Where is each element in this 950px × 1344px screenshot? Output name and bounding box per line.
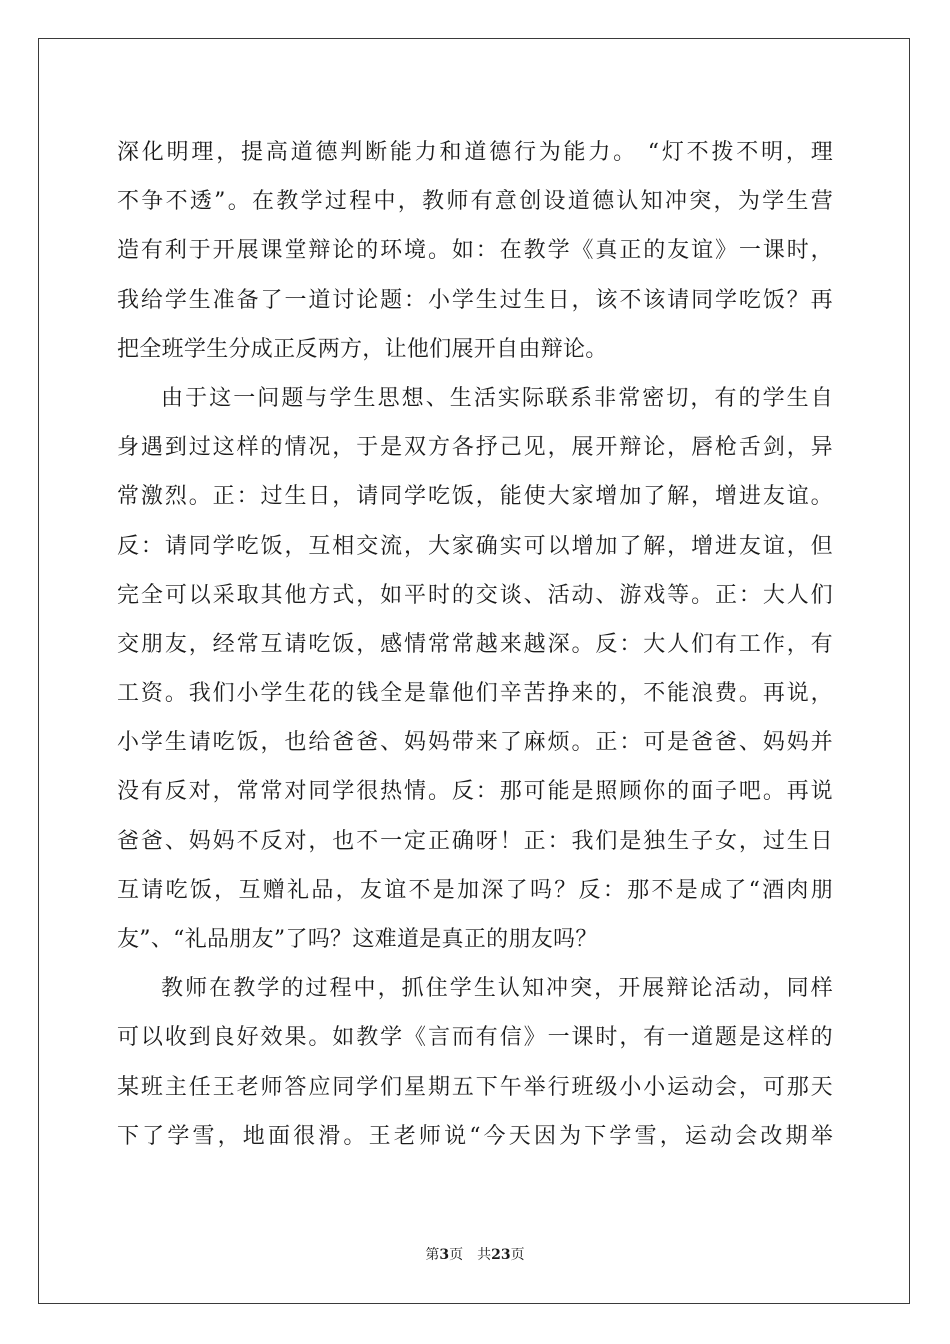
text-line: 互请吃饭，互赠礼品，友谊不是加深了吗？反：那不是成了“酒肉朋 [117,877,833,903]
footer-total-prefix: 共 [477,1247,492,1263]
text-line: 常激烈。正：过生日，请同学吃饭，能使大家增加了解，增进友谊。 [117,484,833,510]
text-line: 小学生请吃饭，也给爸爸、妈妈带来了麻烦。正：可是爸爸、妈妈并 [117,730,833,756]
footer-total-unit: 页 [510,1247,525,1263]
text-line: 没有反对，常常对同学很热情。反：那可能是照顾你的面子吧。再说 [117,779,833,805]
text-line: 反：请同学吃饭，互相交流，大家确实可以增加了解，增进友谊，但 [117,533,833,559]
text-line: 交朋友，经常互请吃饭，感情常常越来越深。反：大人们有工作，有 [117,631,833,657]
document-body [117,128,833,1161]
text-line: 不争不透”。在教学过程中，教师有意创设道德认知冲突，为学生营 [117,189,833,215]
paragraph [117,964,833,1161]
total-page-count: 23 [491,1247,511,1263]
text-line: 造有利于开展课堂辩论的环境。如：在教学《真正的友谊》一课时， [117,238,833,264]
text-line: 可以收到良好效果。如教学《言而有信》一课时，有一道题是这样的 [117,1025,833,1051]
text-line: 下了学雪，地面很滑。王老师说“今天因为下学雪，运动会改期举 [117,1123,833,1149]
text-line: 爸爸、妈妈不反对，也不一定正确呀！正：我们是独生子女，过生日 [117,828,833,854]
text-line: 教师在教学的过程中，抓住学生认知冲突，开展辩论活动，同样 [161,976,833,1002]
text-line: 工资。我们小学生花的钱全是靠他们辛苦挣来的，不能浪费。再说， [117,681,833,707]
text-line: 友”、“礼品朋友”了吗？这难道是真正的朋友吗？ [117,927,598,952]
text-line: 我给学生准备了一道讨论题：小学生过生日，该不该请同学吃饭？再 [117,287,833,313]
text-line: 由于这一问题与学生思想、生活实际联系非常密切，有的学生自 [161,385,833,411]
paragraph [117,374,833,964]
page-footer [0,1246,950,1264]
text-line: 深化明理，提高道德判断能力和道德行为能力。 “灯不拨不明，理 [117,140,833,165]
text-line: 完全可以采取其他方式，如平时的交谈、活动、游戏等。正：大人们 [117,582,833,608]
current-page-number: 3 [439,1247,450,1263]
text-line: 把全班学生分成正反两方，让他们展开自由辩论。 [117,336,608,362]
paragraph [117,128,833,374]
text-line: 身遇到过这样的情况，于是双方各抒己见，展开辩论，唇枪舌剑，异 [117,435,833,461]
text-line: 某班主任王老师答应同学们星期五下午举行班级小小运动会，可那天 [117,1074,833,1100]
footer-page-unit: 页 [449,1247,464,1263]
footer-prefix: 第 [425,1247,440,1263]
